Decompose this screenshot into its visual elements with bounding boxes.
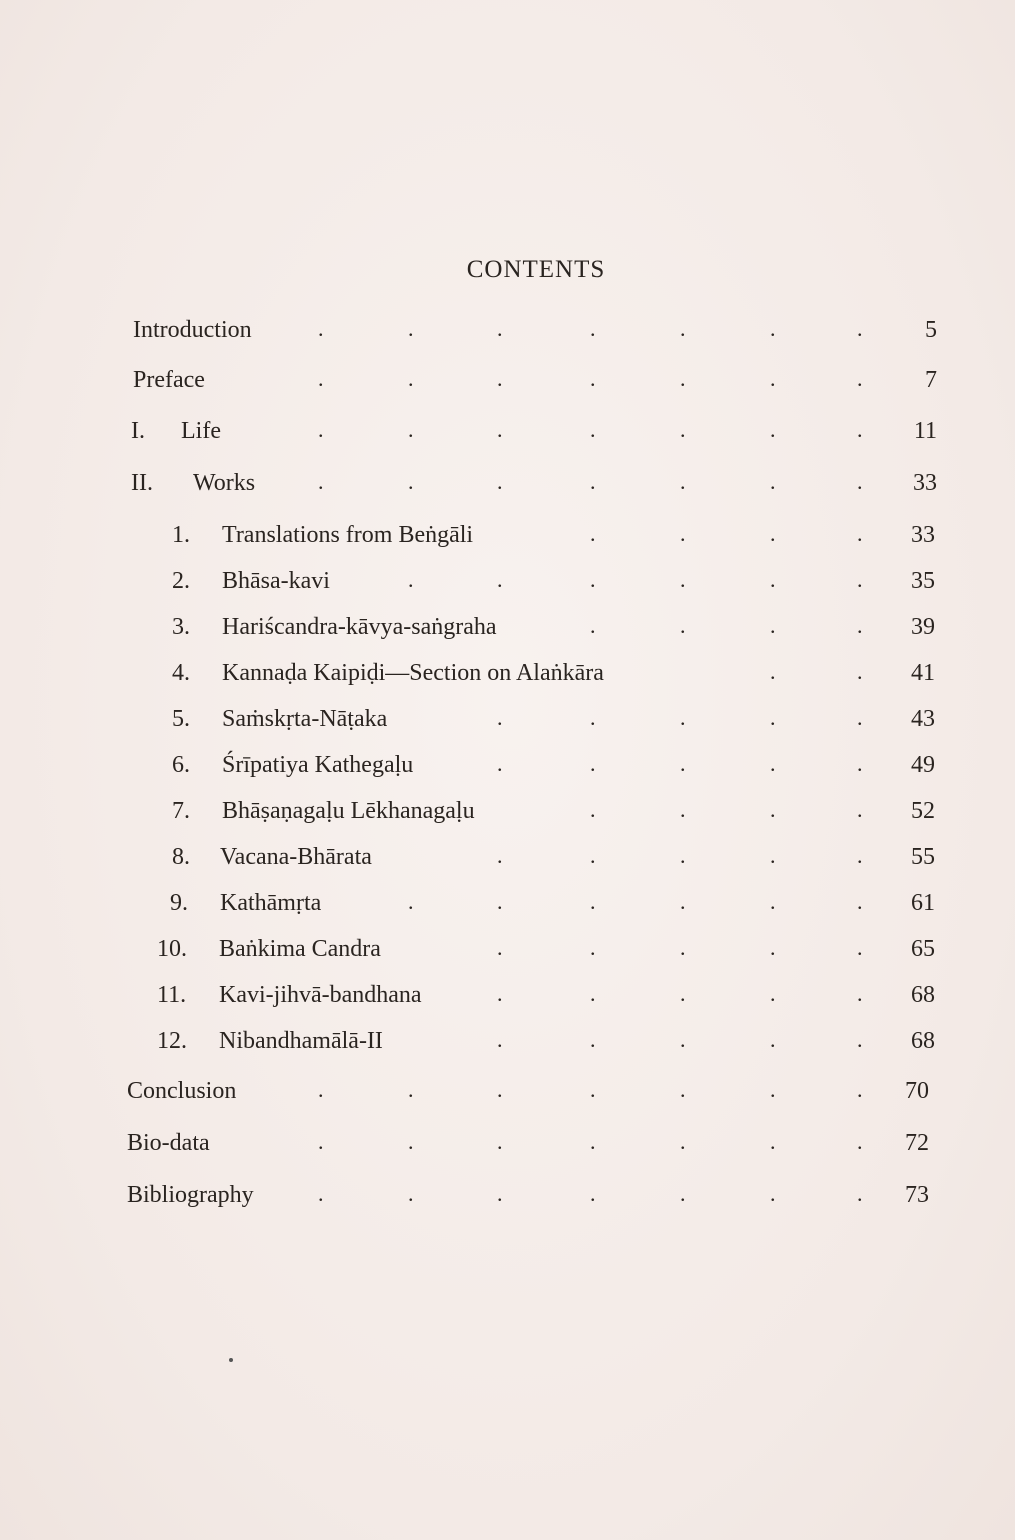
toc-entry-number: 6. <box>172 751 190 778</box>
leader-dot: . <box>770 843 776 868</box>
leader-dot: . <box>857 1129 863 1154</box>
toc-entry-label: Bhāsa-kavi <box>222 567 330 594</box>
leader-dot: . <box>590 613 596 638</box>
leader-dot: . <box>770 981 776 1006</box>
toc-entry <box>172 517 935 553</box>
leader-dot: . <box>590 797 596 822</box>
leader-dot: . <box>318 469 324 494</box>
leader-dot: . <box>590 521 596 546</box>
toc-entry <box>157 1023 935 1059</box>
leader-dot: . <box>318 1129 324 1154</box>
toc-entry-page: 33 <box>911 521 935 548</box>
toc-entry-number: 11. <box>157 981 187 1008</box>
toc-entry <box>172 563 935 599</box>
leader-dot: . <box>857 521 863 546</box>
leader-dot: . <box>857 981 863 1006</box>
leader-dot: . <box>590 366 596 391</box>
toc-entry <box>172 701 935 737</box>
leader-dot: . <box>857 751 863 776</box>
toc-entry-label: Nibandhamālā-II <box>219 1027 383 1054</box>
toc-leader-dots <box>133 362 937 398</box>
toc-entry-label: Translations from Beṅgāli <box>222 521 474 548</box>
leader-dot: . <box>857 469 863 494</box>
leader-dot: . <box>408 1129 414 1154</box>
toc-leader-dots <box>131 465 937 501</box>
leader-dot: . <box>318 1181 324 1206</box>
leader-dot: . <box>770 889 776 914</box>
leader-dot: . <box>497 981 503 1006</box>
toc-entry <box>170 885 935 921</box>
toc-leader-dots <box>133 312 937 348</box>
toc-leader-dots <box>172 793 935 829</box>
toc-entry-label: Vacana-Bhārata <box>220 843 372 870</box>
leader-dot: . <box>497 1077 503 1102</box>
toc-entry-label: Kathāmṛta <box>220 889 322 916</box>
toc-entry-label: Bibliography <box>127 1181 254 1208</box>
leader-dot: . <box>857 935 863 960</box>
toc-entry <box>157 931 935 967</box>
leader-dot: . <box>590 889 596 914</box>
toc-entry-page: 70 <box>905 1077 929 1104</box>
leader-dot: . <box>497 417 503 442</box>
toc-leader-dots <box>172 747 935 783</box>
leader-dot: . <box>497 1027 503 1052</box>
toc-entry-page: 68 <box>911 981 935 1008</box>
toc-entry-page: 65 <box>911 935 935 962</box>
toc-entry <box>133 362 937 398</box>
toc-entry <box>133 312 937 348</box>
toc-entry-number: II. <box>131 469 153 496</box>
toc-entry-number: 1. <box>172 521 190 548</box>
leader-dot: . <box>497 567 503 592</box>
toc-entry-number: 4. <box>172 659 190 686</box>
toc-leader-dots <box>127 1125 929 1161</box>
toc-entry-label: Bhāṣaṇagaḷu Lēkhanagaḷu <box>222 797 475 824</box>
toc-entry-label: Śrīpatiya Kathegaḷu <box>222 751 414 778</box>
leader-dot: . <box>770 1181 776 1206</box>
leader-dot: . <box>680 521 686 546</box>
toc-entry <box>172 655 935 691</box>
leader-dot: . <box>497 316 503 341</box>
leader-dot: . <box>680 981 686 1006</box>
toc-entry <box>172 793 935 829</box>
toc-leader-dots <box>172 517 935 553</box>
toc-entry-page: 41 <box>911 659 935 686</box>
toc-entry-number: 8. <box>172 843 190 870</box>
toc-entry-number: 10. <box>157 935 187 962</box>
toc-entry-page: 7 <box>925 366 937 393</box>
toc-leader-dots <box>172 839 935 875</box>
leader-dot: . <box>770 797 776 822</box>
toc-entry <box>172 609 935 645</box>
leader-dot: . <box>408 889 414 914</box>
toc-entry <box>172 839 935 875</box>
leader-dot: . <box>590 1027 596 1052</box>
toc-entry-label: Introduction <box>133 316 252 343</box>
page-title: CONTENTS <box>466 256 606 283</box>
leader-dot: . <box>680 1181 686 1206</box>
toc-entry <box>131 465 937 501</box>
toc-leader-dots <box>172 609 935 645</box>
leader-dot: . <box>497 705 503 730</box>
toc-entry-label: Kannaḍa Kaipiḍi—Section on Alaṅkāra <box>222 659 604 686</box>
leader-dot: . <box>497 751 503 776</box>
toc-entry <box>127 1073 929 1109</box>
toc-entry-page: 61 <box>911 889 935 916</box>
leader-dot: . <box>408 1077 414 1102</box>
ink-speck <box>229 1358 233 1362</box>
leader-dot: . <box>857 1181 863 1206</box>
leader-dot: . <box>770 366 776 391</box>
leader-dot: . <box>318 1077 324 1102</box>
leader-dot: . <box>857 613 863 638</box>
leader-dot: . <box>857 843 863 868</box>
leader-dot: . <box>770 935 776 960</box>
leader-dot: . <box>857 797 863 822</box>
leader-dot: . <box>590 1181 596 1206</box>
leader-dot: . <box>857 1077 863 1102</box>
toc-entry <box>127 1177 929 1213</box>
toc-leader-dots <box>172 701 935 737</box>
leader-dot: . <box>590 1129 596 1154</box>
leader-dot: . <box>770 1077 776 1102</box>
leader-dot: . <box>770 1027 776 1052</box>
leader-dot: . <box>680 366 686 391</box>
leader-dot: . <box>408 567 414 592</box>
leader-dot: . <box>590 705 596 730</box>
leader-dot: . <box>770 417 776 442</box>
leader-dot: . <box>680 469 686 494</box>
toc-leader-dots <box>172 655 935 691</box>
leader-dot: . <box>857 366 863 391</box>
leader-dot: . <box>590 469 596 494</box>
toc-leader-dots <box>157 1023 935 1059</box>
leader-dot: . <box>857 316 863 341</box>
toc-entry-label: Baṅkima Candra <box>219 935 381 962</box>
toc-entry <box>127 1125 929 1161</box>
leader-dot: . <box>497 935 503 960</box>
leader-dot: . <box>408 366 414 391</box>
leader-dot: . <box>408 469 414 494</box>
toc-entry-label: Works <box>193 469 256 496</box>
leader-dot: . <box>857 567 863 592</box>
toc-entry-number: 7. <box>172 797 190 824</box>
leader-dot: . <box>408 1181 414 1206</box>
leader-dot: . <box>857 705 863 730</box>
leader-dot: . <box>497 366 503 391</box>
toc-entry-page: 33 <box>913 469 937 496</box>
leader-dot: . <box>680 613 686 638</box>
toc-entry <box>172 747 935 783</box>
toc-entry-page: 73 <box>905 1181 929 1208</box>
leader-dot: . <box>680 1129 686 1154</box>
toc-entry-page: 39 <box>911 613 935 640</box>
leader-dot: . <box>680 1077 686 1102</box>
leader-dot: . <box>680 889 686 914</box>
toc-entry-label: Conclusion <box>127 1077 237 1104</box>
leader-dot: . <box>770 1129 776 1154</box>
leader-dot: . <box>680 843 686 868</box>
toc-entry-label: Saṁskṛta-Nāṭaka <box>222 705 388 732</box>
toc-leader-dots <box>131 413 937 449</box>
leader-dot: . <box>680 1027 686 1052</box>
leader-dot: . <box>680 316 686 341</box>
toc-entry <box>131 413 937 449</box>
leader-dot: . <box>590 567 596 592</box>
toc-entry-number: 9. <box>170 889 188 916</box>
leader-dot: . <box>857 889 863 914</box>
toc-entry-page: 68 <box>911 1027 935 1054</box>
toc-entry-page: 35 <box>911 567 935 594</box>
leader-dot: . <box>318 417 324 442</box>
leader-dot: . <box>770 316 776 341</box>
toc-entry-label: Preface <box>133 366 205 393</box>
leader-dot: . <box>680 797 686 822</box>
toc-entry-label: Bio-data <box>127 1129 210 1156</box>
toc-entry-page: 11 <box>913 417 937 444</box>
leader-dot: . <box>497 1129 503 1154</box>
toc-entry <box>157 977 935 1013</box>
leader-dot: . <box>590 417 596 442</box>
toc-entry-page: 49 <box>911 751 935 778</box>
leader-dot: . <box>497 889 503 914</box>
toc-leader-dots <box>157 977 935 1013</box>
toc-entry-page: 52 <box>911 797 935 824</box>
leader-dot: . <box>770 521 776 546</box>
leader-dot: . <box>857 1027 863 1052</box>
leader-dot: . <box>318 316 324 341</box>
leader-dot: . <box>590 751 596 776</box>
leader-dot: . <box>680 567 686 592</box>
leader-dot: . <box>770 659 776 684</box>
toc-entry-page: 5 <box>925 316 937 343</box>
toc-entry-label: Hariścandra-kāvya-saṅgraha <box>222 613 497 640</box>
leader-dot: . <box>590 935 596 960</box>
toc-entry-number: 5. <box>172 705 190 732</box>
toc-leader-dots <box>127 1073 929 1109</box>
leader-dot: . <box>590 316 596 341</box>
leader-dot: . <box>408 316 414 341</box>
toc-leader-dots <box>157 931 935 967</box>
toc-leader-dots <box>127 1177 929 1213</box>
leader-dot: . <box>680 417 686 442</box>
toc-entry-number: 3. <box>172 613 190 640</box>
toc-leader-dots <box>170 885 935 921</box>
leader-dot: . <box>770 751 776 776</box>
leader-dot: . <box>770 705 776 730</box>
toc-entry-label: Kavi-jihvā-bandhana <box>219 981 422 1008</box>
toc-leader-dots <box>172 563 935 599</box>
leader-dot: . <box>590 1077 596 1102</box>
leader-dot: . <box>680 935 686 960</box>
leader-dot: . <box>857 659 863 684</box>
toc-entry-page: 72 <box>905 1129 929 1156</box>
toc-entry-number: 2. <box>172 567 190 594</box>
toc-entry-number: 12. <box>157 1027 187 1054</box>
leader-dot: . <box>770 567 776 592</box>
leader-dot: . <box>497 469 503 494</box>
leader-dot: . <box>590 843 596 868</box>
leader-dot: . <box>497 1181 503 1206</box>
leader-dot: . <box>770 613 776 638</box>
toc-entry-number: I. <box>131 417 145 444</box>
leader-dot: . <box>497 843 503 868</box>
toc-entry-label: Life <box>181 417 221 444</box>
toc-entry-page: 55 <box>911 843 935 870</box>
leader-dot: . <box>408 417 414 442</box>
leader-dot: . <box>590 981 596 1006</box>
leader-dot: . <box>770 469 776 494</box>
leader-dot: . <box>857 417 863 442</box>
toc-entry-page: 43 <box>911 705 935 732</box>
leader-dot: . <box>680 751 686 776</box>
leader-dot: . <box>318 366 324 391</box>
leader-dot: . <box>680 705 686 730</box>
